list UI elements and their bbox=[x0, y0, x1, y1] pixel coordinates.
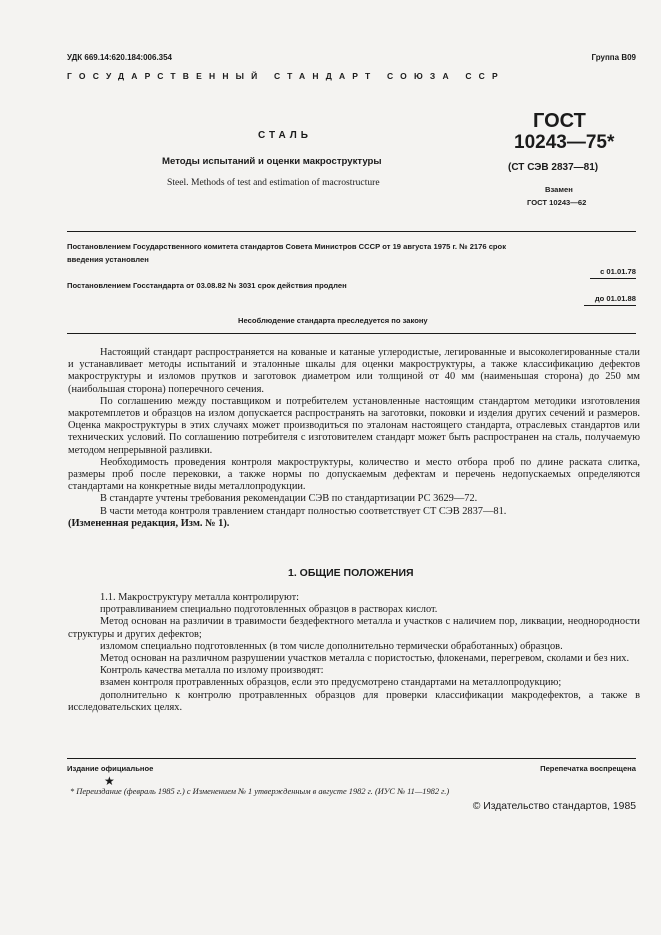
divider bbox=[67, 231, 636, 232]
udk-code: УДК 669.14:620.184:006.354 bbox=[67, 53, 173, 62]
list-item: Метод основан на различном разрушении участков металла с пористостью, флокенами, перегревом, сколами и без них. bbox=[100, 653, 630, 665]
list-item: изломом специально подготовленных (в том числе дополнительно термически обработанных) образцов. bbox=[100, 640, 563, 652]
list-item: взамен контроля протравленных образцов, если это предусмотрено стандартами на металлопродукцию; bbox=[100, 677, 562, 689]
paragraph: Необходимость проведения контроля макроструктуры, количество и место отбора проб по длине раската слитка, размеры проб после перековки, а также нормы по допускаемым дефектам и перечень недопускаемых определяются стандартами на конкретные виды металлопродукции. bbox=[68, 456, 640, 493]
state-standard-line: ГОСУДАРСТВЕННЫЙ СТАНДАРТ СОЮЗА ССР bbox=[67, 71, 505, 81]
copyright: © Издательство стандартов, 1985 bbox=[472, 801, 636, 812]
paragraph: По соглашению между поставщиком и потребителем установленные настоящим стандартом методики изготовления макротемплетов и образцов на излом допускается распространять на заготовки, поковки и изделия других сечений и размеров. Оценка макроструктуры в этих случаях может производиться по эталонам настоящего стандарта, отраслевых стандартов или технических условий. По соглашению потребителя с изготовителем стандарт может быть распространен на сталь, получаемую методом непрерывной разливки. bbox=[68, 395, 640, 456]
document-subtitle-ru: Методы испытаний и оценки макроструктуры bbox=[162, 156, 382, 167]
document-subtitle-en: Steel. Methods of test and estimation of macrostructure bbox=[167, 177, 380, 188]
gost-number: 10243—75* bbox=[514, 132, 615, 153]
paragraph: В части метода контроля травлением стандарт полностью соответствует СТ СЭВ 2837—81. bbox=[100, 505, 507, 517]
law-warning: Несоблюдение стандарта преследуется по закону bbox=[238, 316, 428, 325]
amendment-note: (Измененная редакция, Изм. № 1). bbox=[68, 517, 230, 529]
replaced-standard: ГОСТ 10243—62 bbox=[527, 198, 587, 207]
star-icon: ★ bbox=[104, 774, 115, 788]
section-1-text bbox=[68, 592, 640, 714]
section-heading: 1. ОБЩИЕ ПОЛОЖЕНИЯ bbox=[288, 567, 414, 579]
replaces-label: Взамен bbox=[545, 185, 573, 194]
decree-line-1: Постановлением Государственного комитета стандартов Совета Министров СССР от 19 августа 1975 г. № 2176 срок bbox=[67, 242, 506, 251]
decree-line-3: Постановлением Госстандарта от 03.08.82 № 3031 срок действия продлен bbox=[67, 281, 347, 290]
footnote: * Переиздание (февраль 1985 г.) с Изменением № 1 утвержденным в августе 1982 г. (ИУС № 11—1982 г.) bbox=[70, 787, 450, 796]
date-underline bbox=[584, 305, 636, 306]
reprint-notice: Перепечатка воспрещена bbox=[540, 764, 636, 773]
extension-date: до 01.01.88 bbox=[594, 294, 636, 303]
divider bbox=[67, 758, 636, 759]
paragraph: В стандарте учтены требования рекомендации СЭВ по стандартизации РС 3629—72. bbox=[100, 493, 478, 505]
decree-line-2: введения установлен bbox=[67, 255, 149, 264]
document-title: СТАЛЬ bbox=[258, 130, 312, 141]
list-item: Метод основан на различии в травимости бездефектного металла и участков с наличием пор, ликвации, неоднородности структуры и других дефектов; bbox=[68, 616, 640, 640]
divider bbox=[67, 333, 636, 334]
paragraph: Настоящий стандарт распространяется на кованые и катаные углеродистые, легированные и высоколегированные стали и устанавливает методы испытаний и эталонные шкалы для оценки макроструктуры, а также классификацию дефектов макроструктуры и изломов прутков и заготовок диаметром или толщиной от 40 мм (наименьшая сторона) до 250 мм (наибольшая сторона) поперечного сечения. bbox=[68, 347, 640, 395]
list-item: дополнительно к контролю протравленных образцов для проверки классификации макродефектов, а также в исследовательских целях. bbox=[68, 689, 640, 713]
effective-date: с 01.01.78 bbox=[600, 267, 636, 276]
intro-text bbox=[68, 347, 640, 530]
date-underline bbox=[590, 278, 636, 279]
list-item: Контроль качества металла по излому производят: bbox=[100, 665, 324, 677]
official-edition: Издание официальное bbox=[67, 764, 154, 773]
gost-label: ГОСТ bbox=[533, 110, 586, 132]
group-code: Группа В09 bbox=[591, 53, 636, 62]
list-item: протравливанием специально подготовленных образцов в растворах кислот. bbox=[100, 604, 438, 616]
cmea-standard: (СТ СЭВ 2837—81) bbox=[508, 162, 599, 173]
paragraph: 1.1. Макроструктуру металла контролируют: bbox=[100, 592, 300, 603]
